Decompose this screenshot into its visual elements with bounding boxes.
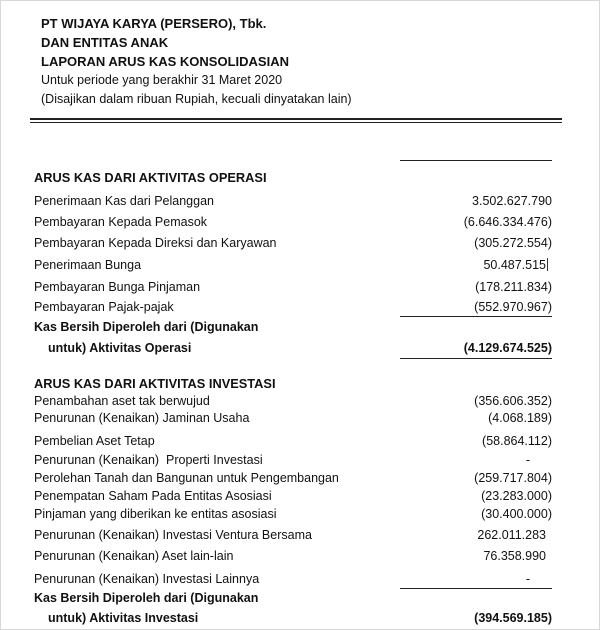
row-label: Penurunan (Kenaikan) Properti Investasi [34, 453, 263, 467]
row-value: (30.400.000) [481, 507, 552, 521]
row-value: (4.068.189) [488, 411, 552, 425]
report-header [41, 14, 352, 109]
row-value: (552.970.967) [474, 300, 552, 314]
row-label: Pembayaran Pajak-pajak [34, 300, 174, 314]
row-label: Perolehan Tanah dan Bangunan untuk Pengembangan [34, 471, 339, 485]
total-label: untuk) Aktivitas Operasi [48, 341, 192, 355]
row-value: (356.606.352) [474, 394, 552, 408]
text-cursor [547, 258, 548, 271]
row-value: (23.283.000) [481, 489, 552, 503]
row-value: - [525, 572, 530, 586]
report-title: LAPORAN ARUS KAS KONSOLIDASIAN [41, 54, 289, 69]
row-label: Pembayaran Kepada Pemasok [34, 215, 208, 229]
row-label: Penurunan (Kenaikan) Investasi Lainnya [34, 572, 260, 586]
row-value: (259.717.804) [474, 471, 552, 485]
row-label: Penempatan Saham Pada Entitas Asosiasi [34, 489, 272, 503]
row-label: Pembayaran Kepada Direksi dan Karyawan [34, 236, 277, 250]
row-label: Penurunan (Kenaikan) Jaminan Usaha [34, 411, 250, 425]
total-label: untuk) Aktivitas Investasi [48, 611, 199, 625]
row-label: Penerimaan Kas dari Pelanggan [34, 194, 214, 208]
column-top-rule [400, 160, 552, 161]
period-line: Untuk periode yang berakhir 31 Maret 2020 [41, 73, 283, 87]
row-value: (305.272.554) [474, 236, 552, 250]
row-label: Penambahan aset tak berwujud [34, 394, 210, 408]
row-value: - [525, 453, 530, 467]
entities-line: DAN ENTITAS ANAK [41, 35, 169, 50]
row-value: 50.487.515 [483, 258, 546, 272]
total-underline [400, 358, 552, 359]
row-label: Penerimaan Bunga [34, 258, 142, 272]
total-value: (394.569.185) [474, 611, 552, 625]
row-value: (178.211.834) [475, 280, 552, 294]
row-label: Pinjaman yang diberikan ke entitas asosiasi [34, 507, 277, 521]
row-value: (58.864.112) [482, 434, 552, 448]
row-value: (6.646.334.476) [463, 215, 552, 229]
row-label: Penurunan (Kenaikan) Investasi Ventura Bersama [34, 528, 312, 542]
row-value: 3.502.627.790 [472, 194, 552, 208]
row-value: 76.358.990 [483, 549, 546, 563]
investing-section-title: ARUS KAS DARI AKTIVITAS INVESTASI [34, 376, 276, 391]
row-label: Penurunan (Kenaikan) Aset lain-lain [34, 549, 234, 563]
company-name: PT WIJAYA KARYA (PERSERO), Tbk. [41, 16, 267, 31]
header-double-rule [30, 118, 562, 123]
row-label: Pembelian Aset Tetap [34, 434, 155, 448]
subtotal-rule [400, 316, 552, 317]
subtotal-rule [400, 588, 552, 589]
operating-section-title: ARUS KAS DARI AKTIVITAS OPERASI [34, 170, 267, 185]
total-value: (4.129.674.525) [463, 341, 552, 355]
row-label: Pembayaran Bunga Pinjaman [34, 280, 201, 294]
row-value: 262.011.283 [477, 528, 546, 542]
currency-note: (Disajikan dalam ribuan Rupiah, kecuali dinyatakan lain) [41, 92, 352, 106]
